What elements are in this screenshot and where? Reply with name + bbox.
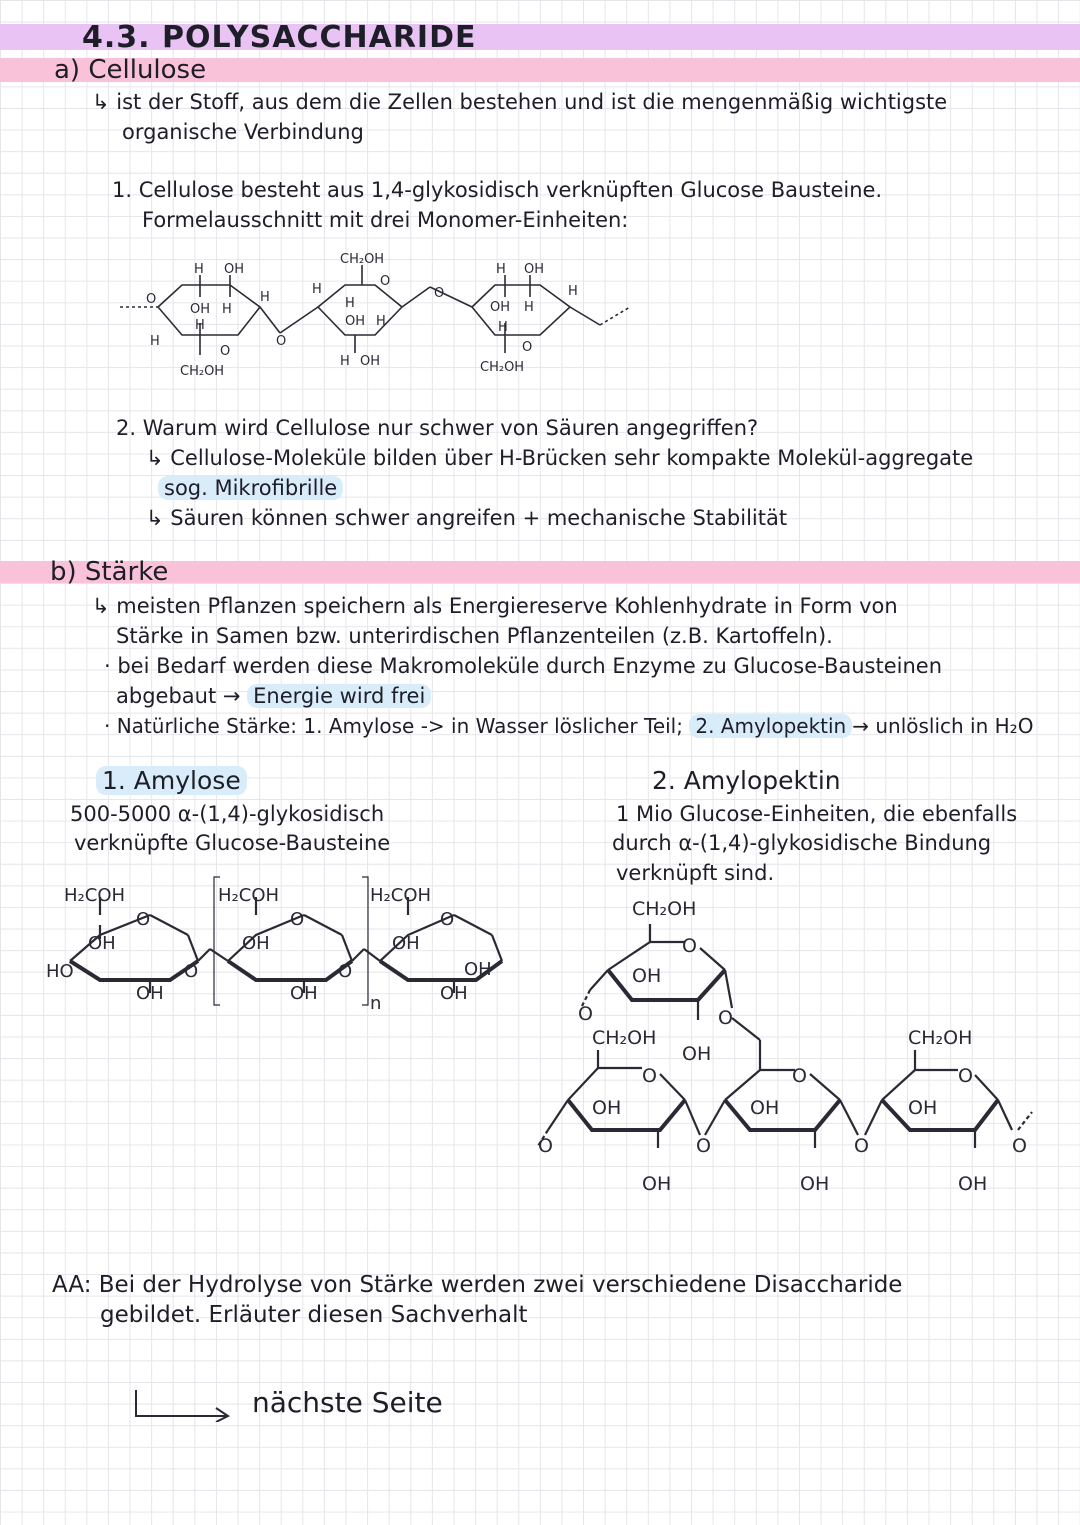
cellulose-point2-answer2: sog. Mikrofibrille xyxy=(158,476,343,500)
cellulose-label-h: H xyxy=(195,318,205,333)
amylopectin-label-oh: OH xyxy=(958,1173,988,1195)
cellulose-point2-question: 2. Warum wird Cellulose nur schwer von Säuren angegriffen? xyxy=(116,416,759,440)
amylopectin-label-ch2oh: CH₂OH xyxy=(632,898,697,920)
cellulose-label-h: H xyxy=(312,282,322,297)
amylose-label-n: n xyxy=(370,993,382,1014)
cellulose-label-o: O xyxy=(434,286,445,301)
cellulose-label-ch2oh: CH₂OH xyxy=(480,360,525,375)
amylose-heading: 1. Amylose xyxy=(96,766,247,795)
cellulose-label-oh: OH xyxy=(490,300,511,315)
cellulose-label-h: H xyxy=(194,262,204,277)
amylose-label-o: O xyxy=(440,909,455,930)
amylopectin-label-oh: OH xyxy=(682,1043,712,1065)
cellulose-label-o: O xyxy=(146,292,157,307)
amylose-desc2: verknüpfte Glucose-Bausteine xyxy=(74,831,391,855)
cellulose-label-h: H xyxy=(498,320,508,335)
amylose-heading-wrap xyxy=(96,766,247,795)
amylopectin-label-o: O xyxy=(958,1065,973,1087)
cellulose-label-oh: OH xyxy=(190,302,211,317)
amylopectin-label-o: O xyxy=(696,1135,711,1157)
amylose-label-oh: OH xyxy=(88,933,116,954)
amylopectin-label-o: O xyxy=(538,1135,553,1157)
amylose-label-oh: OH xyxy=(290,983,318,1004)
cellulose-label-o: O xyxy=(220,344,231,359)
cellulose-point2-answer1: ↳ Cellulose-Moleküle bilden über H-Brücken sehr kompakte Molekül-aggregate xyxy=(146,446,974,470)
starch-line5-highlight: 2. Amylopektin xyxy=(689,714,852,738)
amylose-label-o: O xyxy=(338,961,353,982)
amylopectin-label-oh: OH xyxy=(800,1173,830,1195)
cellulose-label-h: H xyxy=(260,290,270,305)
section-heading-cellulose: a) Cellulose xyxy=(54,55,207,85)
cellulose-label-oh: OH xyxy=(360,354,381,369)
cellulose-label-o: O xyxy=(522,340,533,355)
amylopectin-label-o: O xyxy=(718,1007,733,1029)
amylose-label-h2coh: H₂COH xyxy=(218,885,280,906)
cellulose-label-h: H xyxy=(222,302,232,317)
amylopectin-label-o: O xyxy=(578,1003,593,1025)
cellulose-label-h: H xyxy=(150,334,160,349)
starch-line1: ↳ meisten Pflanzen speichern als Energiereserve Kohlenhydrate in Form von xyxy=(92,594,898,618)
cellulose-label-oh: OH xyxy=(524,262,545,277)
amylose-label-ho: HO xyxy=(46,961,74,982)
starch-line4 xyxy=(116,684,431,708)
amylopectin-desc3: verknüpft sind. xyxy=(616,861,775,885)
amylose-label-oh: OH xyxy=(242,933,270,954)
cellulose-label-h: H xyxy=(340,354,350,369)
next-page-arrow-icon xyxy=(130,1388,240,1422)
amylopectin-label-oh: OH xyxy=(642,1173,672,1195)
amylopectin-label-o: O xyxy=(682,935,697,957)
amylopectin-label-oh: OH xyxy=(632,965,662,987)
amylopectin-label-o: O xyxy=(642,1065,657,1087)
amylopectin-label-o: O xyxy=(854,1135,869,1157)
cellulose-formula-diagram xyxy=(100,245,660,385)
amylopectin-label-oh: OH xyxy=(750,1097,780,1119)
starch-line4-start: abgebaut → xyxy=(116,684,241,708)
starch-line5-start: · Natürliche Stärke: 1. Amylose -> in Wasser löslicher Teil; xyxy=(104,714,683,738)
starch-line2: Stärke in Samen bzw. unterirdischen Pflanzenteilen (z.B. Kartoffeln). xyxy=(116,624,833,648)
cellulose-label-oh: OH xyxy=(224,262,245,277)
amylose-label-o: O xyxy=(290,909,305,930)
cellulose-label-h: H xyxy=(345,296,355,311)
amylose-label-oh: OH xyxy=(136,983,164,1004)
page-title: 4.3. POLYSACCHARIDE xyxy=(82,20,477,55)
cellulose-point1-line1: 1. Cellulose besteht aus 1,4-glykosidisch verknüpften Glucose Bausteine. xyxy=(112,178,883,202)
amylose-label-oh: OH xyxy=(440,983,468,1004)
amylopectin-label-oh: OH xyxy=(908,1097,938,1119)
amylose-label-o: O xyxy=(136,909,151,930)
amylose-desc1: 500-5000 α-(1,4)-glykosidisch xyxy=(70,802,385,826)
glucose-ring-3 xyxy=(472,285,570,335)
starch-line5-end: → unlöslich in H₂O xyxy=(852,714,1034,738)
cellulose-label-o: O xyxy=(276,334,287,349)
cellulose-label-o: O xyxy=(380,274,391,289)
amylose-label-h2coh: H₂COH xyxy=(370,885,432,906)
amylopectin-label-o: O xyxy=(792,1065,807,1087)
cellulose-point1-line2: Formelausschnitt mit drei Monomer-Einheiten: xyxy=(142,208,629,232)
cellulose-label-h: H xyxy=(376,314,386,329)
next-page-note: nächste Seite xyxy=(252,1386,443,1419)
task-line1: AA: Bei der Hydrolyse von Stärke werden zwei verschiedene Disaccharide xyxy=(52,1272,903,1298)
cellulose-point2-answer3: ↳ Säuren können schwer angreifen + mechanische Stabilität xyxy=(146,506,788,530)
amylose-label-h2coh: H₂COH xyxy=(64,885,126,906)
starch-line4-highlight: Energie wird frei xyxy=(247,684,431,708)
amylopectin-structure-diagram xyxy=(520,890,1060,1210)
cellulose-point2-answer2-wrap xyxy=(158,476,343,500)
amylopectin-desc1: 1 Mio Glucose-Einheiten, die ebenfalls xyxy=(616,802,1018,826)
cellulose-label-oh: OH xyxy=(345,314,366,329)
starch-line5 xyxy=(104,714,1033,738)
amylose-label-oh: OH xyxy=(392,933,420,954)
amylopectin-label-ch2oh: CH₂OH xyxy=(908,1027,973,1049)
amylopectin-label-ch2oh: CH₂OH xyxy=(592,1027,657,1049)
cellulose-intro-line2: organische Verbindung xyxy=(122,120,364,144)
amylose-structure-diagram xyxy=(40,875,520,1015)
amylopectin-label-o: O xyxy=(1012,1135,1027,1157)
cellulose-label-ch2oh: CH₂OH xyxy=(180,364,225,379)
cellulose-label-h: H xyxy=(496,262,506,277)
section-heading-starch: b) Stärke xyxy=(50,557,169,587)
cellulose-intro-line1: ↳ ist der Stoff, aus dem die Zellen bestehen und ist die mengenmäßig wichtigste xyxy=(92,90,948,114)
cellulose-label-h: H xyxy=(524,300,534,315)
cellulose-label-ch2oh: CH₂OH xyxy=(340,252,385,267)
amylose-label-o: O xyxy=(184,961,199,982)
starch-line3: · bei Bedarf werden diese Makromoleküle durch Enzyme zu Glucose-Bausteinen xyxy=(104,654,943,678)
amylopectin-desc2: durch α-(1,4)-glykosidische Bindung xyxy=(612,831,992,855)
cellulose-label-h: H xyxy=(568,284,578,299)
amylopectin-label-oh: OH xyxy=(592,1097,622,1119)
task-line2: gebildet. Erläuter diesen Sachverhalt xyxy=(100,1302,528,1328)
amylose-label-oh: OH xyxy=(464,959,492,980)
amylopectin-heading: 2. Amylopektin xyxy=(652,766,841,795)
